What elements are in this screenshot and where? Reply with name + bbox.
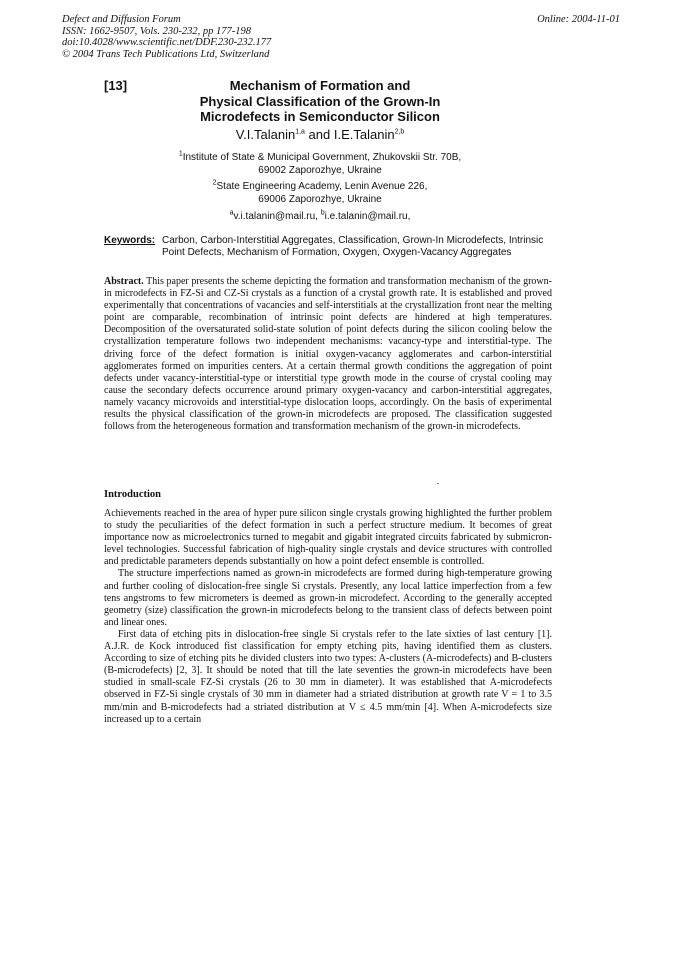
author-superscript: 1,a	[295, 128, 305, 136]
author-name: I.E.Talanin	[333, 127, 395, 142]
abstract-label: Abstract.	[104, 276, 144, 287]
copyright-line: © 2004 Trans Tech Publications Ltd, Switzerland	[62, 48, 270, 60]
title-line: Microdefects in Semiconductor Silicon	[200, 109, 440, 124]
issn-line: ISSN: 1662-9507, Vols. 230-232, pp 177-198	[62, 25, 251, 37]
keywords-label: Keywords:	[104, 235, 156, 246]
abstract	[104, 276, 552, 433]
author-separator: and	[304, 127, 334, 142]
email-link[interactable]: v.i.talanin@mail.ru,	[233, 211, 321, 222]
affiliation-text: Institute of State & Municipal Government, Zhukovskii Str. 70B,	[182, 152, 462, 163]
section-heading: Introduction	[104, 489, 161, 500]
title-line: Mechanism of Formation and	[229, 78, 411, 93]
keywords-text: Carbon, Carbon-Interstitial Aggregates, Classification, Grown-In Microdefects, Intrinsic Point Defects, Mechanism of Formation, Oxygen, Oxygen-Vacancy Aggregates	[162, 235, 544, 258]
scan-speck	[437, 483, 439, 484]
journal-name: Defect and Diffusion Forum	[62, 14, 181, 25]
paragraph: First data of etching pits in dislocation-free single Si crystals refer to the late sixties of last century [1]. A.J.R. de Kock introduced fist classification for empty etching pits, having identified them as clusters. According to size of etching pits he divided clusters into two types: A-clusters (A-microdefects) and B-clusters (B-microdefects) [2, 3]. It should be noted that till the late seventies the grown-in microdefects have been studied in small-scale FZ-Si crystals (26 to 30 mm in diameter). It was established that A-microdefects observed in FZ-Si single crystals of 30 mm in diameter had a striated distribution at growth rate V = 1 to 3.5 mm/min and B-microdefects had a striated distribution at V ≤ 4.5 mm/min [4]. When A-microdefects size increased up to a certain	[104, 628, 552, 725]
affiliation-text: State Engineering Academy, Lenin Avenue 226,	[216, 181, 428, 192]
paragraph: Achievements reached in the area of hyper pure silicon single crystals growing highlighted the further problem to study the peculiarities of the defect formation in such a perfect structure medium. It becomes of great importance now as microelectronics turned to megabit and gigabit integrated circuits fabricated by submicron-level technologies. Successful fabrication of high-quality single crystals and device structures with controlled and predictable parameters depends substantially on how a point defect ensemble is controlled.	[104, 508, 552, 568]
author-list	[150, 127, 490, 142]
affiliation-text: 69006 Zaporozhye, Ukraine	[258, 194, 382, 205]
online-date: Online: 2004-11-01	[537, 14, 620, 25]
affiliation-1	[120, 151, 520, 177]
email-line	[120, 210, 520, 223]
affiliation-marker: 1	[178, 150, 183, 158]
keywords-block	[104, 235, 564, 258]
affiliation-marker: 2	[212, 179, 217, 187]
introduction-body	[104, 508, 552, 726]
author-name: V.I.Talanin	[235, 127, 296, 142]
abstract-text: This paper presents the scheme depicting the formation and transformation mechanism of the grown-in microdefects in FZ-Si and CZ-Si crystals as a function of a crystal growth rate. It is established and proved experimentally that concentrations of vacancies and self-interstitials at the crystallization front near the melting point are comparable, recombination of intrinsic point defects are hindered at high temperatures. Decomposition of the oversaturated solid-state solution of point defects during the silicon cooling below the crystallization temperature follows two independent mechanisms: vacancy-type and interstitial-type. The driving force of the defect formation is initial oxygen-vacancy agglomerates and carbon-interstitial agglomerates formed on impurities centers. At a certain thermal growth conditions the aggregation of point defects under vacancy-interstitial-type or interstitial type growth mode in the course of crystal cooling may cause the secondary defects occurrence around primary oxygen-vacancy and carbon-interstitial aggregates, namely vacancy microvoids and interstitial-type dislocation loops, accordingly. On the basis of experimental results the physical classification of the grown-in microdefects are proposed. The classification suggested follows from the heterogeneous formation and transformation mechanism of the grown-in microdefects.	[104, 276, 552, 433]
author-superscript: 2,b	[394, 128, 405, 136]
reference-number: [13]	[104, 78, 128, 93]
email-marker: b	[320, 209, 325, 217]
affiliation-text: 69002 Zaporozhye, Ukraine	[258, 165, 382, 176]
title-line: Physical Classification of the Grown-In	[199, 93, 441, 109]
paper-title	[150, 78, 490, 125]
doi-line: doi:10.4028/www.scientific.net/DDF.230-232.177	[62, 37, 272, 49]
email-marker: a	[229, 209, 234, 217]
affiliation-2	[120, 180, 520, 206]
paragraph: The structure imperfections named as grown-in microdefects are formed during high-temperature growing and further cooling of dislocation-free single Si crystals. Presently, any local lattice imperfection from a few tens angstroms to few micrometers is deemed as grown-in microdefect. According to the generally accepted geometry (size) classification the grown-in microdefects belong to the transient class of defects between point and linear ones.	[104, 568, 552, 628]
email-link[interactable]: i.e.talanin@mail.ru,	[324, 211, 411, 222]
